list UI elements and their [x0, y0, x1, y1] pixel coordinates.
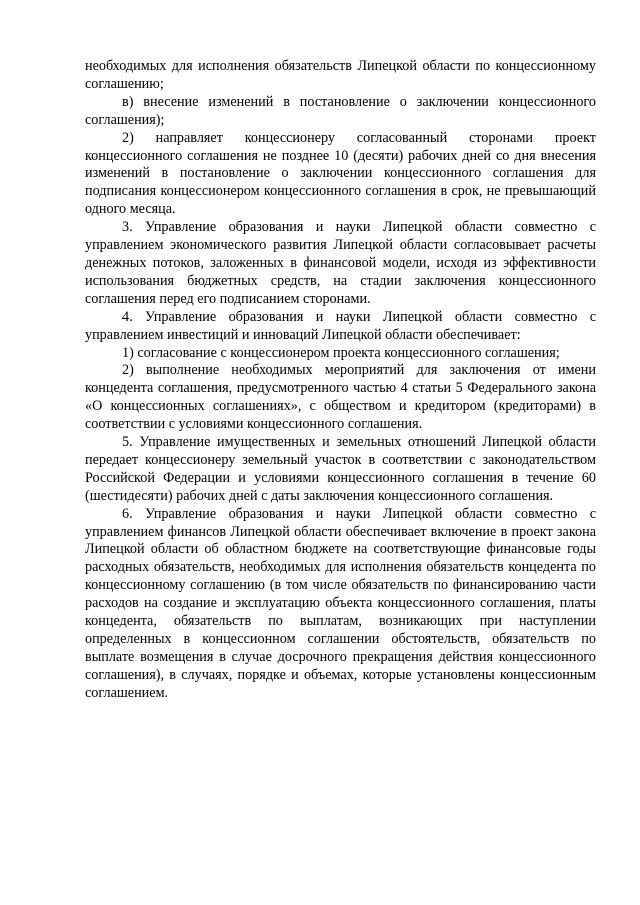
- paragraph-section-6: 6. Управление образования и науки Липецкой области совместно с управлением финансов Липецкой области обеспечивает включение в проект закона Липецкой области об областном бюджете на соответствующие финансовые годы расходных обязательств, необходимых для исполнения обязательств концедента по концессионному соглашению (в том числе обязательств по финансированию части расходов на создание и эксплуатацию объекта концессионного соглашения, платы концедента, обязательств по выплатам, возникающих при наступлении определенных в концессионном соглашении обстоятельств, обязательств по выплате возмещения в случае досрочного прекращения действия концессионного соглашения), в случаях, порядке и объемах, которые установлены концессионным соглашением.: [85, 505, 596, 701]
- paragraph-section-4-item-2: 2) выполнение необходимых мероприятий для заключения от имени концедента соглашения, предусмотренного частью 4 статьи 5 Федерального закона «О концессионных соглашениях», с обществом и кредитором (кредиторами) в соответствии с условиями концессионного соглашения.: [85, 362, 596, 433]
- paragraph-continuation: необходимых для исполнения обязательств Липецкой области по концессионному соглашению;: [85, 58, 596, 92]
- paragraph-item-2-send-project: 2) направляет концессионеру согласованный сторонами проект концессионного соглашения не позднее 10 (десяти) рабочих дней со дня внесения изменений в постановление о заключении концессионного соглашения для подписания концессионером концессионного соглашения в срок, не превышающий одного месяца.: [85, 129, 596, 218]
- paragraph-section-3: 3. Управление образования и науки Липецкой области совместно с управлением экономического развития Липецкой области согласовывает расчеты денежных потоков, заложенных в финансовой модели, исходя из эффективности использования бюджетных средств, на стадии заключения концессионного соглашения перед его подписанием сторонами.: [85, 219, 596, 307]
- paragraph-section-5: 5. Управление имущественных и земельных отношений Липецкой области передает концессионеру земельный участок в соответствии с законодательством Российской Федерации и условиями концессионного соглашения в течение 60 (шестидесяти) рабочих дней с даты заключения концессионного соглашения.: [85, 434, 596, 504]
- paragraph-section-4: 4. Управление образования и науки Липецкой области совместно с управлением инвестиций и инноваций Липецкой области обеспечивает:: [85, 308, 596, 343]
- paragraph-item-v: в) внесение изменений в постановление о заключении концессионного соглашения);: [85, 93, 596, 128]
- document-body: [85, 58, 596, 703]
- paragraph-section-4-item-1: 1) согласование с концессионером проекта концессионного соглашения;: [122, 344, 560, 361]
